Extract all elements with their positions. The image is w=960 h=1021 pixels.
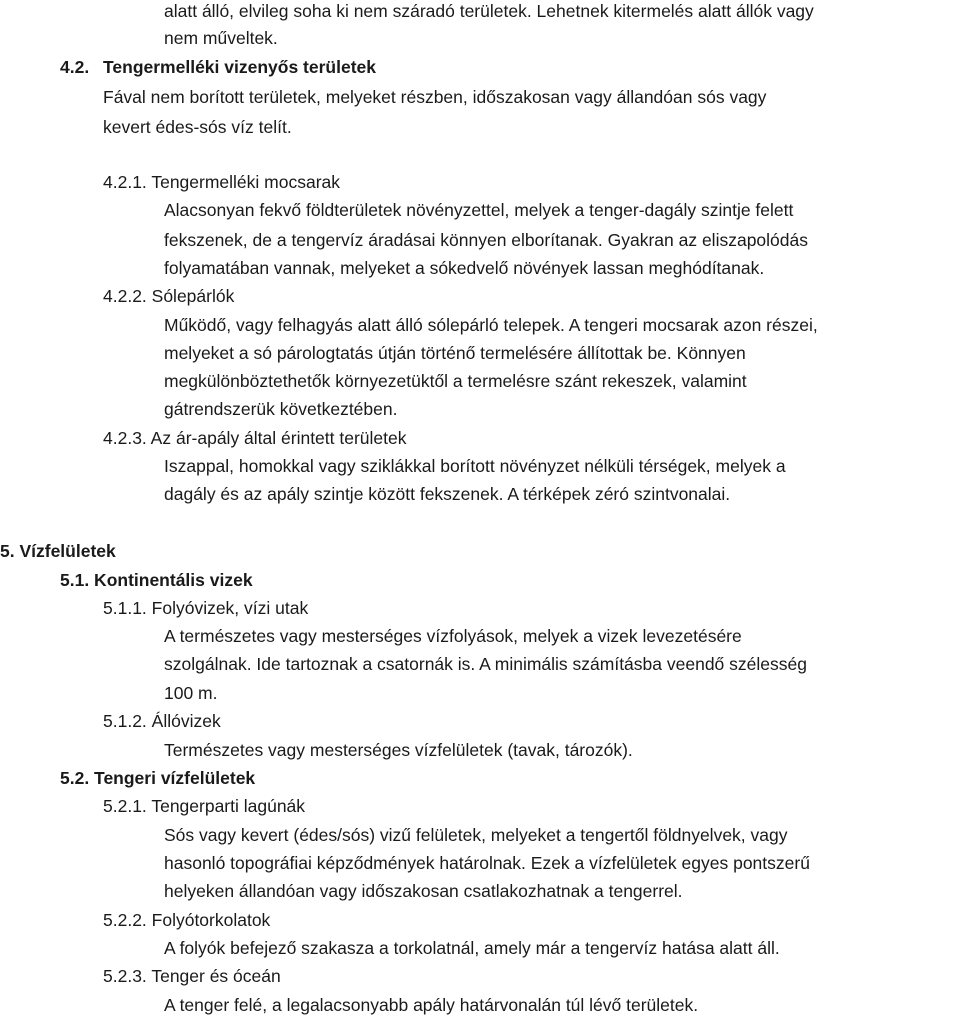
section-5-1-heading: 5.1. Kontinentális vizek	[60, 570, 253, 590]
section-5-2-2-heading: 5.2.2. Folyótorkolatok	[103, 910, 271, 930]
section-4-2-desc-1: Fával nem borított területek, melyeket részben, időszakosan vagy állandóan sós vagy	[103, 87, 767, 107]
section-5-1-1-desc-1: A természetes vagy mesterséges vízfolyások, melyek a vizek levezetésére	[164, 626, 742, 646]
section-4-2-2-desc-1: Működő, vagy felhagyás alatt álló sólepárló telepek. A tengeri mocsarak azon részei,	[164, 315, 818, 335]
section-4-2-2-heading: 4.2.2. Sólepárlók	[103, 286, 235, 306]
section-4-2-3-heading: 4.2.3. Az ár-apály által érintett területek	[103, 428, 407, 448]
section-5-1-1-desc-3: 100 m.	[164, 683, 218, 703]
section-4-2-3-desc-1: Iszappal, homokkal vagy sziklákkal borított növényzet nélküli térségek, melyek a	[164, 456, 786, 476]
section-4-2-1-heading: 4.2.1. Tengermelléki mocsarak	[103, 172, 341, 192]
section-4-2-desc-2: kevert édes-sós víz telít.	[103, 117, 292, 137]
section-5-2-1-heading: 5.2.1. Tengerparti lagúnák	[103, 796, 306, 816]
section-5-1-1-desc-2: szolgálnak. Ide tartoznak a csatornák is. A minimális számításba veendő szélesség	[164, 654, 807, 674]
section-5-2-2-desc-1: A folyók befejező szakasza a torkolatnál, amely már a tengervíz hatása alatt áll.	[164, 938, 780, 958]
section-4-2-2-desc-3: megkülönböztethetők környezetüktől a termelésre szánt rekeszek, valamint	[164, 371, 747, 391]
section-4-2-1-desc-3: folyamatában vannak, melyeket a sókedvelő növények lassan meghódítanak.	[164, 258, 765, 278]
intro-line-2: nem műveltek.	[164, 28, 278, 48]
section-5-2-1-desc-1: Sós vagy kevert (édes/sós) vizű felületek, melyeket a tengertől földnyelvek, vagy	[164, 825, 788, 845]
section-4-2-1-desc-1: Alacsonyan fekvő földterületek növényzettel, melyek a tenger-dagály szintje felett	[164, 200, 794, 220]
section-4-2-2-desc-2: melyeket a só párologtatás útján történő termelésére állítottak be. Könnyen	[164, 343, 746, 363]
section-5-1-1-heading: 5.1.1. Folyóvizek, vízi utak	[103, 598, 309, 618]
section-5-2-1-desc-2: hasonló topográfiai képződmények határolnak. Ezek a vízfelületek egyes pontszerű	[164, 853, 810, 873]
section-5-2-1-desc-3: helyeken állandóan vagy időszakosan csatlakozhatnak a tengerrel.	[164, 881, 683, 901]
section-5-1-2-desc-1: Természetes vagy mesterséges vízfelületek (tavak, tározók).	[164, 740, 633, 760]
section-4-2-number: 4.2.	[60, 57, 90, 77]
section-5-heading: 5. Vízfelületek	[0, 541, 116, 561]
section-5-2-3-desc-1: A tenger felé, a legalacsonyabb apály határvonalán túl lévő területek.	[164, 995, 699, 1015]
section-4-2-3-desc-2: dagály és az apály szintje között fekszenek. A térképek zéró szintvonalai.	[164, 484, 731, 504]
section-4-2-2-desc-4: gátrendszerük következtében.	[164, 399, 398, 419]
intro-line-1: alatt álló, elvileg soha ki nem száradó területek. Lehetnek kitermelés alatt állók vagy	[164, 1, 814, 21]
section-4-2-title: Tengermelléki vizenyős területek	[103, 57, 376, 77]
section-5-2-heading: 5.2. Tengeri vízfelületek	[60, 768, 256, 788]
section-4-2-1-desc-2: fekszenek, de a tengervíz áradásai könnyen elborítanak. Gyakran az eliszapolódás	[164, 230, 808, 250]
section-5-2-3-heading: 5.2.3. Tenger és óceán	[103, 966, 281, 986]
section-5-1-2-heading: 5.1.2. Állóvizek	[103, 711, 221, 731]
